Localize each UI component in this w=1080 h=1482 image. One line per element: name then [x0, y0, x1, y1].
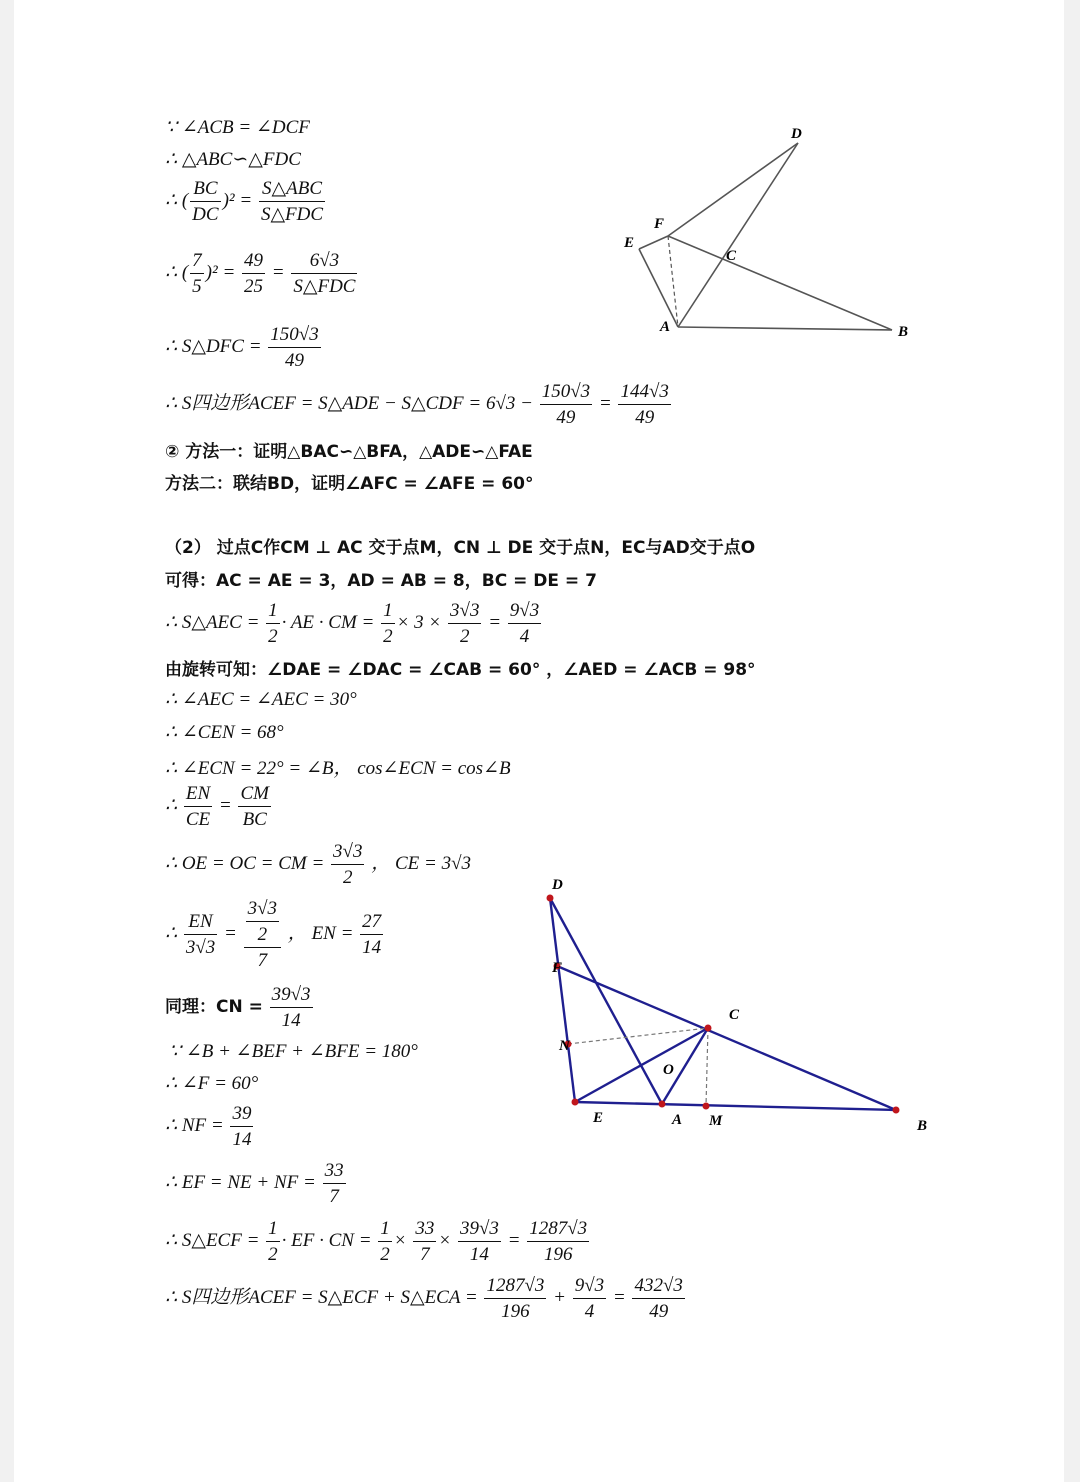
line-similar-triangles: ∴ △ABC∽△FDC	[165, 149, 301, 170]
line-area-acef: ∴ S四边形ACEF = S△ADE − S△CDF = 6√3 − $\frac{150√3}{49}$ = $\frac{144√3}{49}$	[165, 381, 669, 428]
figure-1	[610, 115, 930, 350]
line-cn-value: 同理：CN = $\frac{39√3}{14}$	[165, 984, 311, 1031]
segment-CN-dashed	[568, 1028, 708, 1044]
line-angle-equal: ∵ ∠ACB = ∠DCF	[165, 117, 310, 138]
line-ratio-values: ∴ ( $\frac{7}{5}$ )² = $\frac{49}{25}$ = $\frac{6√3}{\text{S△FDC}}$	[165, 250, 356, 297]
segment-EF	[639, 236, 668, 249]
segment-DA	[678, 143, 798, 327]
line-rotation: 由旋转可知：∠DAE = ∠DAC = ∠CAB = 60° ，∠AED = ∠ACB = 98°	[165, 660, 756, 680]
figure-2	[530, 872, 930, 1137]
line-area-acef-2: ∴ S四边形ACEF = S△ECF + S△ECA = $\frac{1287√3}{196}$ + $\frac{9√3}{4}$ = $\frac{432√3}{49}$	[165, 1275, 683, 1322]
line-ratio-square: ∴ ( $\frac{BC}{DC}$ )² = $\frac{\text{S△ABC}}{\text{S△FDC}}$	[165, 178, 324, 225]
label-N: N	[559, 1038, 570, 1054]
line-area-dfc: ∴ S△DFC = $\frac{150√3}{49}$	[165, 324, 319, 371]
line-area-aec: ∴ S△AEC = $\frac{1}{2}$ · AE · CM = $\frac{1}{2}$ × 3 × $\frac{3√3}{2}$ = $\frac{9√3}{4}$	[165, 600, 540, 647]
line-construction: （2） 过点C作CM ⊥ AC 交于点M，CN ⊥ DE 交于点N，EC与AD交于点O	[165, 538, 756, 558]
segment-DA	[550, 898, 662, 1104]
line-angle-cen: ∴ ∠CEN = 68°	[165, 722, 284, 743]
segment-DF	[668, 143, 798, 236]
label-A: A	[672, 1112, 683, 1128]
segment-FB	[668, 236, 892, 330]
segment-DE	[550, 898, 575, 1102]
label-O: O	[663, 1062, 674, 1078]
segment-EC	[575, 1028, 708, 1102]
line-given-lengths: 可得：AC = AE = 3，AD = AB = 8，BC = DE = 7	[165, 571, 597, 591]
line-angle-f: ∴ ∠F = 60°	[165, 1073, 259, 1094]
label-M: M	[709, 1113, 723, 1129]
segment-FB	[557, 966, 896, 1110]
line-ratio-en: ∴ $\frac{EN}{CE}$ = $\frac{CM}{BC}$	[165, 783, 269, 830]
segment-AB	[678, 327, 892, 330]
line-method-two: 方法二：联结BD，证明∠AFC = ∠AFE = 60°	[165, 474, 534, 494]
line-ef-value: ∴ EF = NE + NF = $\frac{33}{7}$	[165, 1160, 344, 1207]
label-B: B	[917, 1118, 928, 1134]
label-F: F	[552, 960, 563, 976]
label-B: B	[898, 324, 909, 340]
point-C	[705, 1025, 712, 1032]
point-A	[659, 1101, 666, 1108]
point-E	[572, 1099, 579, 1106]
label-D: D	[552, 877, 563, 893]
document-page	[14, 0, 1064, 1482]
line-nf-value: ∴ NF = $\frac{39}{14}$	[165, 1103, 252, 1150]
point-D	[547, 895, 554, 902]
segment-EB	[575, 1102, 896, 1110]
line-method-one: ② 方法一：证明△BAC∽△BFA，△ADE∽△FAE	[165, 442, 533, 462]
line-oe-oc: ∴ OE = OC = CM = $\frac{3√3}{2}$ ， CE = 3√3	[165, 841, 471, 888]
segment-CM-dashed	[706, 1028, 708, 1106]
segment-EA	[639, 249, 678, 327]
label-C: C	[729, 1007, 740, 1023]
label-D: D	[791, 126, 802, 142]
point-M	[703, 1103, 710, 1110]
line-angle-aec: ∴ ∠AEC = ∠AEC = 30°	[165, 689, 357, 710]
label-E: E	[593, 1110, 604, 1126]
line-en-value: ∴ $\frac{EN}{3√3}$ = $\frac{\frac{3√3}{2}}{7}$ ， EN = $\frac{27}{14}$	[165, 898, 382, 971]
label-C: C	[726, 248, 737, 264]
line-area-ecf: ∴ S△ECF = $\frac{1}{2}$ · EF · CN = $\frac{1}{2}$ × $\frac{33}{7}$ × $\frac{39√3}{14}$ = $\frac{1287√3}{196}$	[165, 1218, 588, 1265]
point-B	[893, 1107, 900, 1114]
label-F: F	[654, 216, 665, 232]
line-angle-ecn: ∴ ∠ECN = 22° = ∠B， cos∠ECN = cos∠B	[165, 758, 511, 779]
segment-FA-dashed	[668, 236, 678, 327]
line-triangle-sum: ∵ ∠B + ∠BEF + ∠BFE = 180°	[169, 1041, 418, 1062]
label-E: E	[624, 235, 635, 251]
label-A: A	[660, 319, 671, 335]
